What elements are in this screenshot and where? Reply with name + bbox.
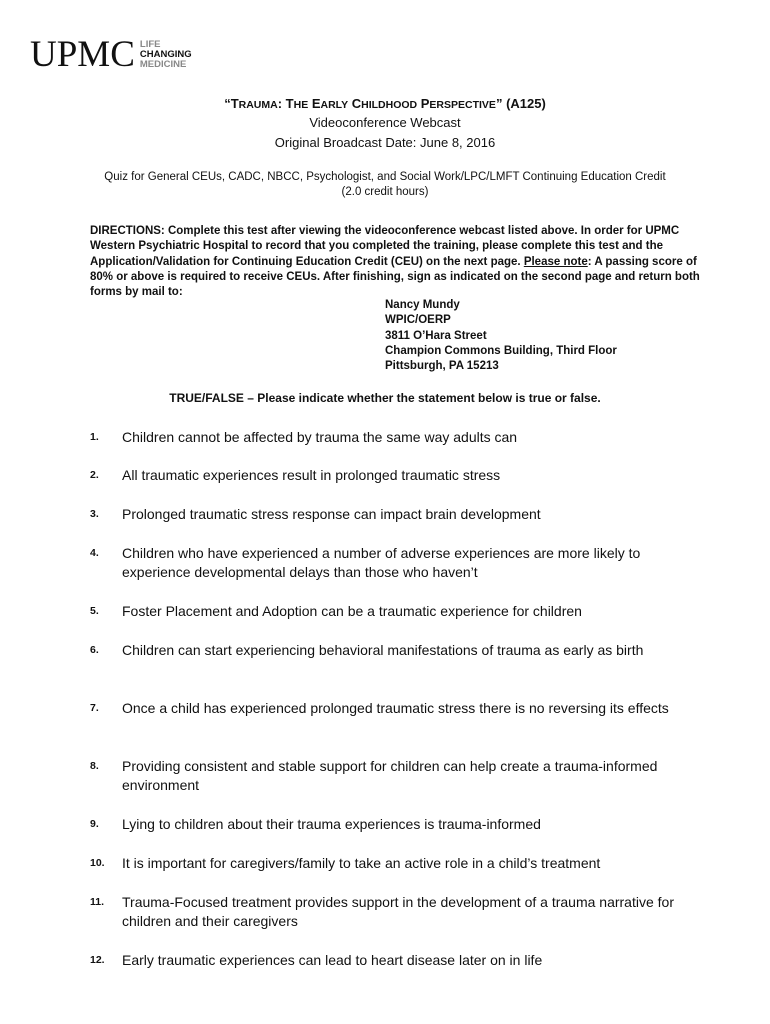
question-item	[90, 602, 690, 621]
title-w3: ARLY	[320, 99, 349, 111]
question-number: 4.	[90, 547, 99, 559]
directions-paragraph	[90, 224, 720, 300]
quiz-description: Quiz for General CEUs, CADC, NBCC, Psychologist, and Social Work/LPC/LMFT Continuing Education Credit	[104, 171, 666, 183]
question-text: Once a child has experienced prolonged traumatic stress there is no reversing its effects	[122, 700, 669, 716]
true-false-heading: TRUE/FALSE – Please indicate whether the statement below is true or false.	[169, 391, 601, 405]
subtitle: Videoconference Webcast	[309, 115, 461, 130]
address-line: 3811 O’Hara Street	[385, 329, 487, 342]
question-item	[90, 699, 690, 718]
credit-hours: (2.0 credit hours)	[341, 186, 429, 198]
question-number: 11.	[90, 896, 105, 908]
question-number: 7.	[90, 702, 99, 714]
address-line: Pittsburgh, PA 15213	[385, 360, 499, 373]
title-sp1: E	[308, 96, 321, 111]
title-colon: : T	[277, 96, 294, 111]
question-text: Children can start experiencing behavioral manifestations of trauma as early as birth	[122, 642, 644, 658]
directions-part2: : A passing score of 80% or above is required to receive CEUs. After finishing, sign as indicated on the second page and return both forms by mail to:	[90, 255, 700, 299]
question-item	[90, 893, 690, 931]
logo-wordmark: UPMC	[30, 34, 135, 75]
question-item	[90, 466, 690, 485]
title-w5: ERSPECTIVE	[429, 99, 496, 111]
logo-tag-line1: LIFE	[139, 38, 161, 50]
question-number: 5.	[90, 605, 99, 617]
question-number: 9.	[90, 818, 99, 830]
title-open: “T	[224, 96, 239, 111]
title-w1: RAUMA	[238, 99, 278, 111]
directions-part1: DIRECTIONS: Complete this test after viewing the videoconference webcast listed above. In order for UPMC Western Psychiatric Hospital to record that you completed the training, please complete this test and the Application/Validation for Continuing Education Credit (CEU) on the next page.	[90, 225, 680, 268]
question-number: 12.	[90, 954, 105, 966]
question-text: Children who have experienced a number of adverse experiences are more likely to experience developmental delays than those who haven’t	[122, 545, 641, 580]
document-title	[0, 96, 770, 111]
question-item	[90, 641, 690, 660]
title-w2: HE	[293, 99, 309, 111]
question-text: All traumatic experiences result in prolonged traumatic stress	[122, 467, 501, 483]
question-text: Early traumatic experiences can lead to heart disease later on in life	[122, 952, 543, 968]
address-line: WPIC/OERP	[385, 314, 451, 327]
question-text: Children cannot be affected by trauma the same way adults can	[122, 429, 518, 445]
question-number: 6.	[90, 644, 99, 656]
question-item	[90, 951, 690, 970]
question-number: 10.	[90, 857, 105, 869]
address-line: Nancy Mundy	[385, 299, 460, 311]
question-text: Lying to children about their trauma experiences is trauma-informed	[122, 816, 541, 832]
question-number: 3.	[90, 508, 99, 520]
mailing-address	[385, 298, 617, 374]
question-text: Prolonged traumatic stress response can impact brain development	[122, 506, 541, 522]
question-text: It is important for caregivers/family to take an active role in a child’s treatment	[122, 855, 601, 871]
logo-tag-line2: CHANGING	[139, 48, 192, 60]
logo-tagline	[140, 40, 192, 70]
question-item	[90, 428, 690, 447]
question-text: Providing consistent and stable support for children can help create a trauma-informed environment	[122, 758, 658, 793]
question-item	[90, 544, 690, 582]
question-item	[90, 854, 690, 873]
please-note-label: Please note	[523, 255, 588, 268]
question-item	[90, 505, 690, 524]
question-number: 1.	[90, 431, 99, 443]
title-sp2: C	[348, 96, 362, 111]
question-item	[90, 815, 690, 834]
question-number: 2.	[90, 469, 99, 481]
question-text: Trauma-Focused treatment provides support in the development of a trauma narrative for children and their caregivers	[122, 894, 674, 929]
question-number: 8.	[90, 760, 99, 772]
title-w4: HILDHOOD	[361, 99, 418, 111]
logo-tag-line3: MEDICINE	[139, 58, 187, 70]
question-item	[90, 757, 690, 795]
title-close: ” (A125)	[495, 96, 546, 111]
question-text: Foster Placement and Adoption can be a traumatic experience for children	[122, 603, 582, 619]
address-line: Champion Commons Building, Third Floor	[385, 344, 617, 357]
upmc-logo	[30, 36, 192, 73]
broadcast-date: Original Broadcast Date: June 8, 2016	[274, 135, 496, 150]
title-sp3: P	[417, 96, 430, 111]
